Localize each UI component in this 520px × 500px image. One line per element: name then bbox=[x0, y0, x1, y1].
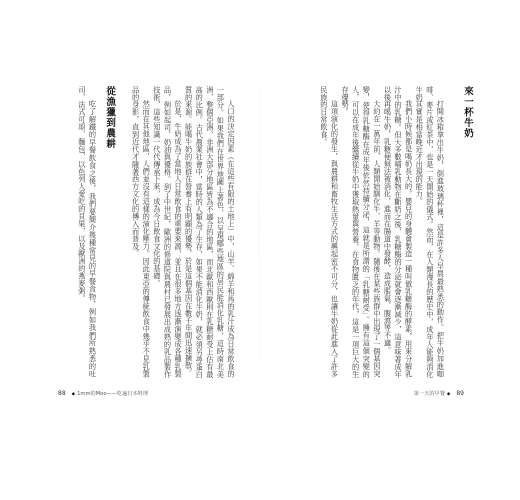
section-gap bbox=[445, 86, 455, 378]
body-paragraph: 吃了解鐵的早餐飲食之後，我們要簡介幾種常見的早餐食物，例如我們所熟悉的吐司、法式可頌、麵包、以色列人愛吃的貝果，以及歐洲的燕麥粥。 bbox=[77, 86, 98, 378]
body-paragraph: 我們小時候都是喝奶長大的，嬰兒的身體會製造一種叫做乳糖酶的酵素，用來分解乳汁中的乳糖。但大多數哺乳動物在斷奶之後，乳糖酶的分泌就會逐漸減少，這意味著成年以後再喝牛奶，乳糖便無法被消化，進而在腸道中發酵，造成脹氣、腹瀉等不適。 bbox=[383, 86, 414, 378]
left-page-footer bbox=[54, 390, 148, 397]
running-title: 1mm的Moo——吃遍日本料理 bbox=[77, 391, 149, 397]
running-title: 第一天的早餐 bbox=[413, 391, 445, 397]
page-number: 89 bbox=[456, 390, 464, 397]
section-heading: 從漁獵到農耕 bbox=[104, 86, 116, 149]
right-page-footer bbox=[414, 390, 468, 397]
section-heading: 來一杯牛奶 bbox=[462, 86, 473, 139]
section-gap bbox=[120, 86, 130, 378]
page-number: 88 bbox=[58, 390, 66, 397]
right-page-body-text bbox=[292, 86, 478, 378]
left-page-body-text bbox=[56, 86, 236, 378]
body-paragraph: 人口的決定因素（在這些有限的土地上）中，山羊、綿羊和馬的乳汁成為日常飲食的一部分。如果我們在世界地圖上著色，以呈現哪些地區的居民能消化乳糖，這時南北美洲、整個亞洲、非洲大部分地區皆為不適合的地區，而北歐和西歐則在乳糖耐受上佔有最高的比例。古代農業社會中，當時的人類為了生存，如果不能消化牛奶，就必須另尋蛋白質的來源。能喝牛奶的族群在營養上有明顯的優勢，於是這個基因在數千年間迅速擴散。 bbox=[184, 86, 236, 378]
body-paragraph: 打開冰箱拿出牛奶，倒進玻璃杯裡，這是許多人早晨最熟悉的動作。把牛奶加進咖啡、麥片或紅茶中，也是一天開始的儀式。然而，在人類漫長的歷史中，成年人能夠消化牛奶其實是相當晚近才出現的能力。 bbox=[415, 86, 446, 378]
body-paragraph: 然而在其他地區，人們並沒有這樣的演化壓力。因此東亞的傳統飲食中幾乎不見乳製品的身影，直到近代才隨著西方文化的傳入而普及。 bbox=[131, 86, 152, 378]
right-page bbox=[260, 0, 520, 500]
body-paragraph: 這項演化的發生，與農耕和畜牧生活方式的興起密不可分，也讓牛奶從此進入了許多民族的日常飲食。 bbox=[319, 86, 340, 378]
body-paragraph: 於是，牛奶成為了當地人日常飲食的重要來源，並且在很多地方逐漸演變成各種乳製品，例如起司、奶油與優格。到了中世紀，歐洲的修道院與農村已發展出成熟的乳品製作技術，這些知識一代代傳承下來，成為今日飲食文化的基礎。 bbox=[152, 86, 184, 378]
diamond-ornament-icon: ◆ bbox=[446, 392, 451, 397]
diamond-ornament-icon: ◆ bbox=[71, 392, 76, 397]
body-paragraph: 大約在一萬年前，人類開始馴化牛、羊等動物。隨後在某些族群中出現了一個基因突變，使得乳糖酶在成年後依然持續分泌，這就是所謂的「乳糖耐受」。擁有這個突變的人，可以在成年後繼續從牛奶中獲取熱量與營養，在食物匱乏的年代，這是一項巨大的生存優勢。 bbox=[341, 86, 382, 378]
